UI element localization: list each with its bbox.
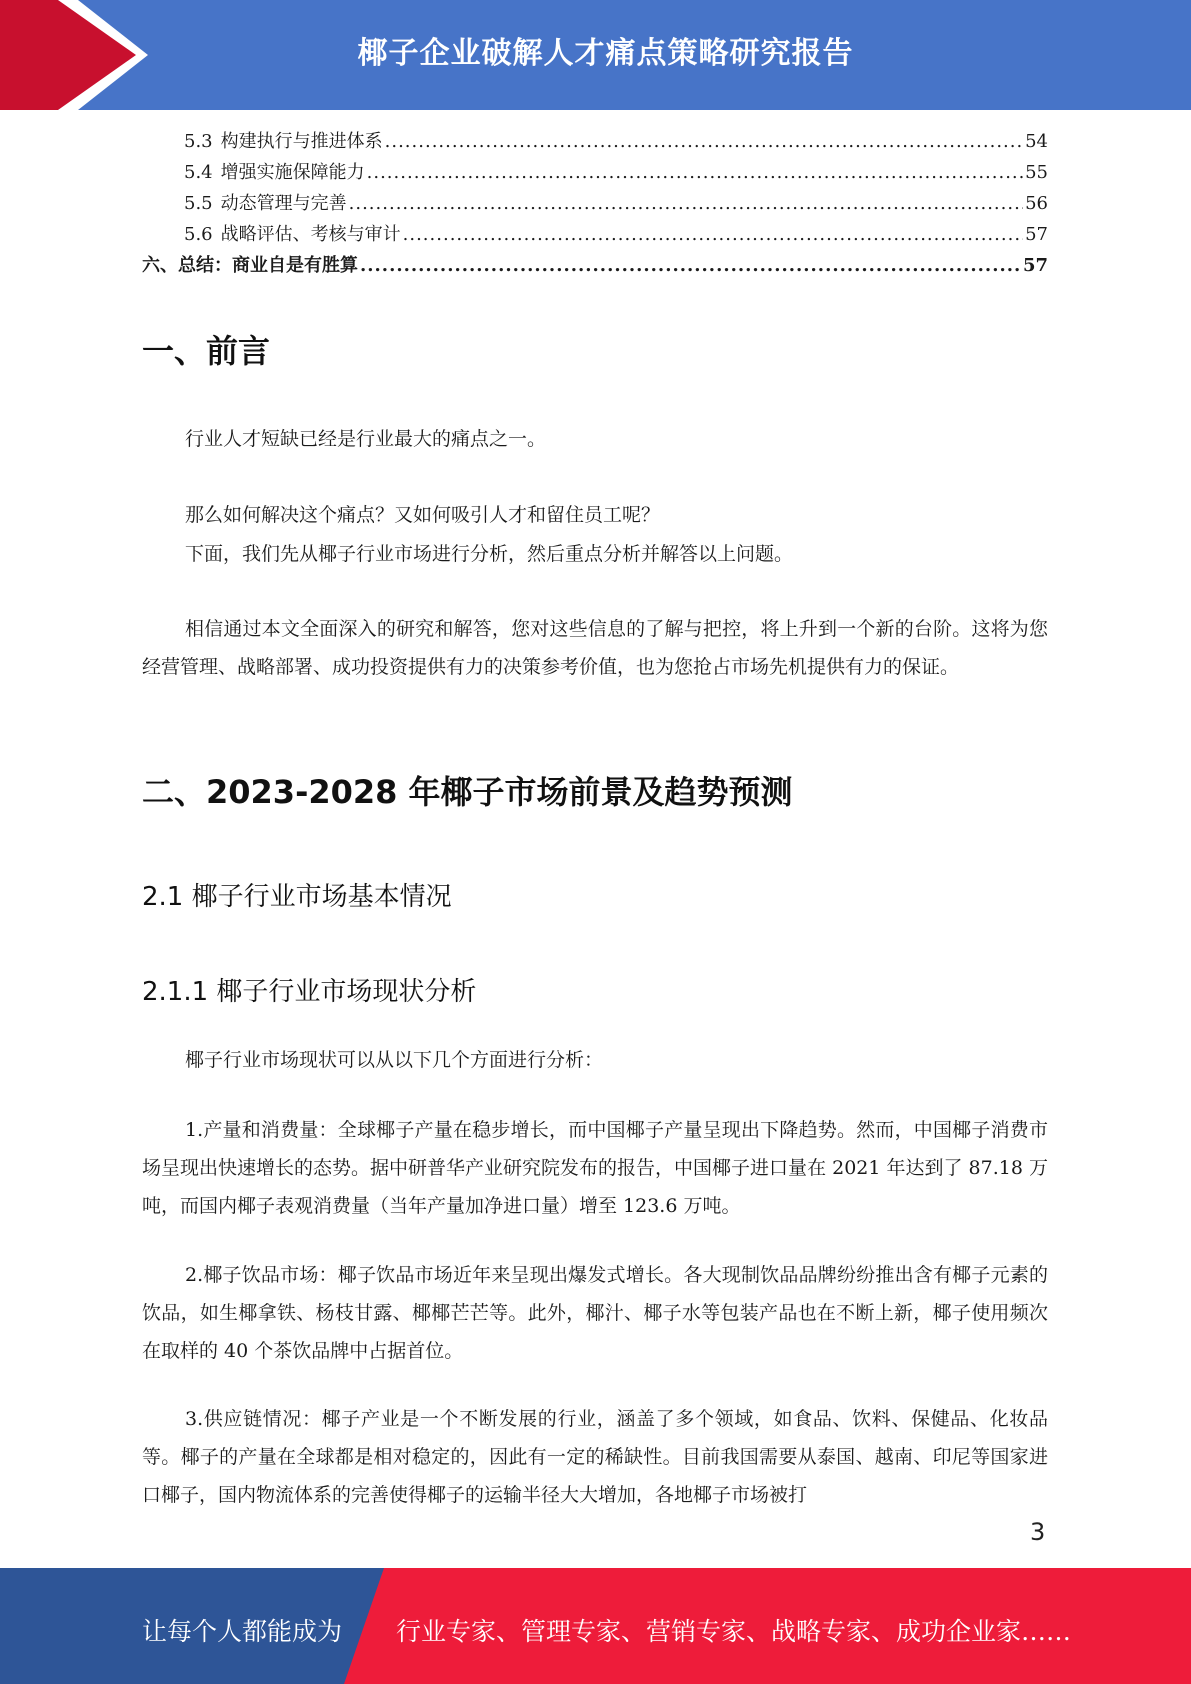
page-number: 3: [1030, 1518, 1046, 1546]
toc-entry-page: 57: [1025, 224, 1048, 245]
subsection-heading: 2.1.1 椰子行业市场现状分析: [142, 977, 477, 1007]
footer-slogan-right: 行业专家、管理专家、营销专家、战略专家、成功企业家……: [396, 1617, 1072, 1646]
toc-entry-label: 增强实施保障能力: [220, 162, 365, 183]
toc-entry[interactable]: [142, 127, 1048, 158]
toc-entry-page: 57: [1022, 255, 1048, 276]
table-of-contents: [142, 127, 1048, 282]
report-title: 椰子企业破解人才痛点策略研究报告: [357, 36, 854, 71]
paragraph: 相信通过本文全面深入的研究和解答，您对这些信息的了解与把控，将上升到一个新的台阶。这将为您经营管理、战略部署、成功投资提供有力的决策参考价值，也为您抢占市场先机提供有力的保证。: [142, 618, 1048, 678]
subsection-heading: 2.1 椰子行业市场基本情况: [142, 882, 452, 912]
toc-entry-number: 5.6: [184, 224, 213, 245]
toc-entry-label: 六、总结：商业自是有胜算: [142, 255, 358, 276]
toc-entry-label: 战略评估、考核与审计: [220, 224, 401, 245]
paragraph: 下面，我们先从椰子行业市场进行分析，然后重点分析并解答以上问题。: [185, 543, 794, 565]
toc-leader-dots: [367, 162, 1023, 183]
paragraph: 那么如何解决这个痛点？又如何吸引人才和留住员工呢？: [185, 504, 661, 526]
paragraph: 行业人才短缺已经是行业最大的痛点之一。: [185, 428, 547, 450]
toc-entry[interactable]: [142, 220, 1048, 251]
toc-leader-dots: [385, 131, 1023, 152]
toc-entry[interactable]: [142, 251, 1048, 282]
paragraph: 椰子行业市场现状可以从以下几个方面进行分析：: [185, 1049, 604, 1071]
list-item-production: 1.产量和消费量：全球椰子产量在稳步增长，而中国椰子产量呈现出下降趋势。然而，中国椰子消费市场呈现出快速增长的态势。据中研普华产业研究院发布的报告，中国椰子进口量在 2021 年达到了 87.18 万吨，而国内椰子表观消费量（当年产量加净进口量）增至 123.6 万吨。: [142, 1119, 1048, 1217]
page-footer: [0, 1568, 1191, 1684]
toc-entry-number: 5.4: [184, 162, 213, 183]
footer-slogan-left: 让每个人都能成为: [142, 1617, 343, 1646]
toc-entry-page: 55: [1025, 162, 1048, 183]
section-heading-market-outlook: 二、2023-2028 年椰子市场前景及趋势预测: [142, 773, 793, 811]
toc-entry[interactable]: [142, 189, 1048, 220]
toc-entry-number: 5.5: [184, 193, 213, 214]
toc-entry-page: 56: [1025, 193, 1048, 214]
toc-leader-dots: [349, 193, 1023, 214]
toc-entry-number: 5.3: [184, 131, 213, 152]
toc-entry-label: 动态管理与完善: [220, 193, 347, 214]
toc-entry-page: 54: [1025, 131, 1048, 152]
toc-entry[interactable]: [142, 158, 1048, 189]
toc-entry-label: 构建执行与推进体系: [220, 131, 383, 152]
toc-leader-dots: [403, 224, 1023, 245]
section-heading-preface: 一、前言: [142, 332, 271, 370]
list-item-supply-chain: 3.供应链情况：椰子产业是一个不断发展的行业，涵盖了多个领域，如食品、饮料、保健品、化妆品等。椰子的产量在全球都是相对稳定的，因此有一定的稀缺性。目前我国需要从泰国、越南、印尼等国家进口椰子，国内物流体系的完善使得椰子的运输半径大大增加，各地椰子市场被打: [142, 1408, 1048, 1506]
toc-leader-dots: [360, 255, 1021, 276]
page-header: [0, 0, 1191, 110]
list-item-beverage-market: 2.椰子饮品市场：椰子饮品市场近年来呈现出爆发式增长。各大现制饮品品牌纷纷推出含有椰子元素的饮品，如生椰拿铁、杨枝甘露、椰椰芒芒等。此外，椰汁、椰子水等包装产品也在不断上新，椰子使用频次在取样的 40 个茶饮品牌中占据首位。: [142, 1264, 1048, 1362]
